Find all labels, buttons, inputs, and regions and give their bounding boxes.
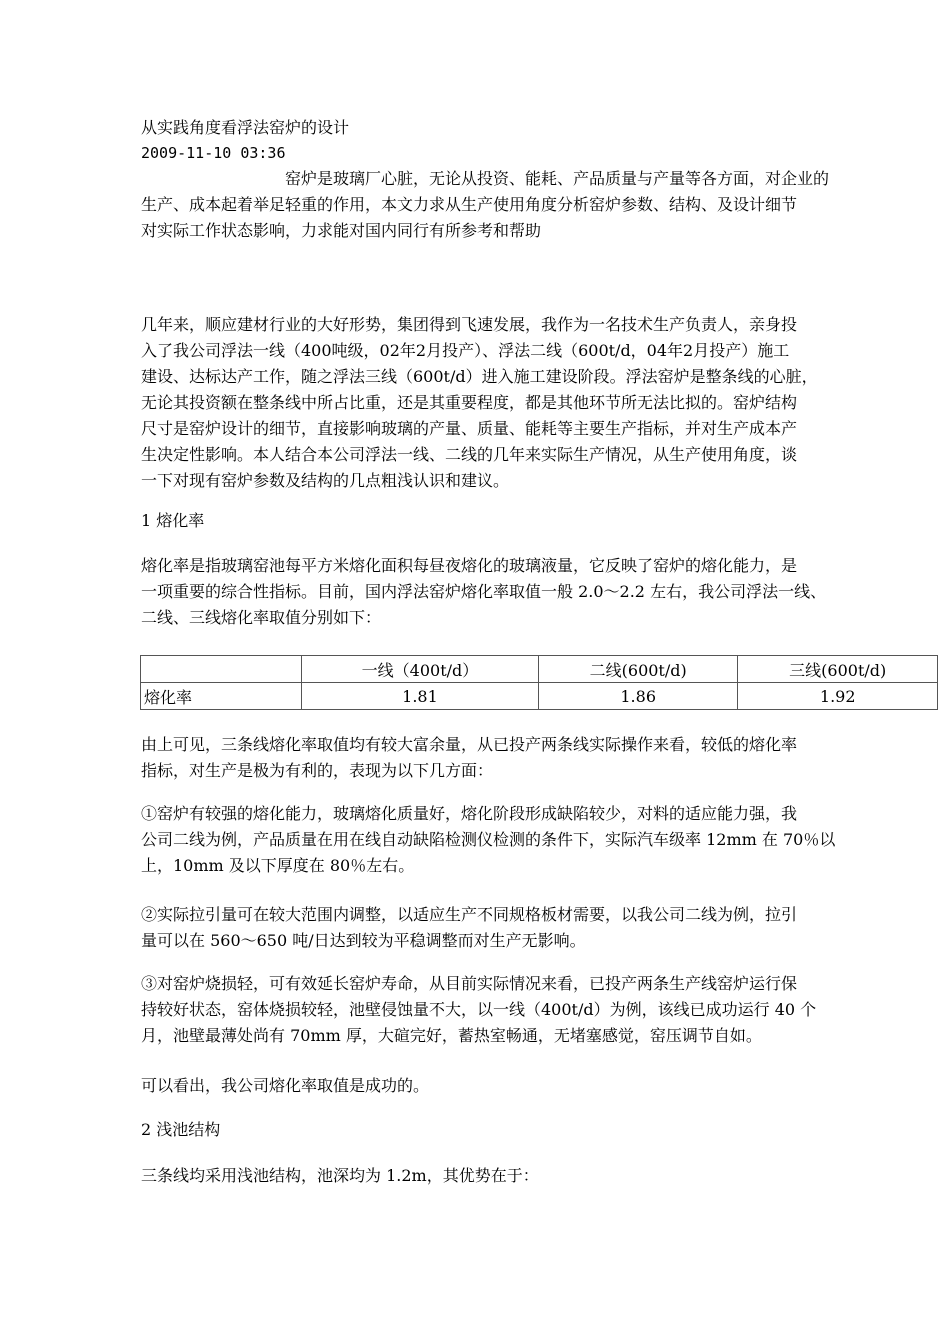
section-heading-shallow-pool: 2 浅池结构	[141, 1120, 221, 1139]
intro-line: 窑炉是玻璃厂心脏，无论从投资、能耗、产品质量与产量等各方面，对企业的	[285, 169, 830, 188]
table-cell: 1.81	[302, 683, 539, 710]
paragraph-background	[141, 312, 939, 494]
section-heading-melting-rate: 1 熔化率	[141, 511, 205, 530]
paragraph-line: ②实际拉引量可在较大范围内调整，以适应生产不同规格板材需要，以我公司二线为例，拉引	[141, 905, 798, 924]
intro-line: 对实际工作状态影响，力求能对国内同行有所参考和帮助	[141, 221, 542, 240]
paragraph-line: 生决定性影响。本人结合本公司浮法一线、二线的几年来实际生产情况，从生产使用角度，谈	[141, 445, 798, 464]
paragraph-line: 二线、三线熔化率取值分别如下：	[141, 608, 382, 627]
table-header-cell: 二线(600t/d)	[538, 656, 738, 683]
paragraph-line: 公司二线为例，产品质量在用在线自动缺陷检测仪检测的条件下，实际汽车级率 12mm 在 70％以	[141, 830, 836, 849]
conclusion-paragraph: 可以看出，我公司熔化率取值是成功的。	[141, 1076, 430, 1095]
paragraph-line: 无论其投资额在整条线中所占比重，还是其重要程度，都是其他环节所无法比拟的。窑炉结构	[141, 393, 798, 412]
paragraph-line: 一项重要的综合性指标。目前，国内浮法窑炉熔化率取值一般 2.0～2.2 左右，我公司浮法一线、	[141, 582, 827, 601]
paragraph-line: 上，10mm 及以下厚度在 80％左右。	[141, 856, 415, 875]
paragraph-line: 尺寸是窑炉设计的细节，直接影响玻璃的产量、质量、能耗等主要生产指标，并对生产成本产	[141, 419, 798, 438]
paragraph-line: 几年来，顺应建材行业的大好形势，集团得到飞速发展，我作为一名技术生产负责人，亲身投	[141, 315, 798, 334]
paragraph-line: ③对窑炉烧损轻，可有效延长窑炉寿命，从目前实际情况来看，已投产两条生产线窑炉运行保	[141, 974, 798, 993]
table-header-cell: 三线(600t/d)	[738, 656, 938, 683]
point-three	[141, 971, 939, 1049]
table-row-label: 熔化率	[141, 683, 302, 710]
paragraph-line: 一下对现有窑炉参数及结构的几点粗浅认识和建议。	[141, 471, 510, 490]
paragraph-line: 量可以在 560～650 吨/日达到较为平稳调整而对生产无影响。	[141, 931, 586, 950]
article-title: 从实践角度看浮法窑炉的设计	[141, 118, 350, 137]
table-row	[141, 683, 938, 710]
intro-line: 生产、成本起着举足轻重的作用，本文力求从生产使用角度分析窑炉参数、结构、及设计细节	[141, 195, 798, 214]
paragraph-line: 建设、达标达产工作，随之浮法三线（600t/d）进入施工建设阶段。浮法窑炉是整条线的心脏，	[141, 367, 818, 386]
table-header-cell: 一线（400t/d）	[302, 656, 539, 683]
paragraph-line: 持较好状态，窑体烧损较轻，池壁侵蚀量不大，以一线（400t/d）为例，该线已成功运行 40 个	[141, 1000, 817, 1019]
paragraph-summary	[141, 732, 939, 784]
melting-rate-table	[140, 655, 938, 710]
paragraph-line: 熔化率是指玻璃窑池每平方米熔化面积每昼夜熔化的玻璃液量，它反映了窑炉的熔化能力，是	[141, 556, 798, 575]
point-two	[141, 902, 939, 954]
paragraph-line: 入了我公司浮法一线（400吨级，02年2月投产）、浮法二线（600t/d，04年2月投产）施工	[141, 341, 790, 360]
table-cell: 1.92	[738, 683, 938, 710]
paragraph-line: 月，池壁最薄处尚有 70mm 厚，大碹完好，蓄热室畅通，无堵塞感觉，窑压调节自如。	[141, 1026, 762, 1045]
intro-paragraph	[141, 166, 939, 244]
paragraph-line: ①窑炉有较强的熔化能力，玻璃熔化质量好，熔化阶段形成缺陷较少，对料的适应能力强，我	[141, 804, 798, 823]
table-cell: 1.86	[538, 683, 738, 710]
table-header-row	[141, 656, 938, 683]
paragraph-line: 指标，对生产是极为有利的，表现为以下几方面：	[141, 761, 494, 780]
table-header-cell	[141, 656, 302, 683]
paragraph-melting-rate	[141, 553, 939, 631]
paragraph-shallow-pool: 三条线均采用浅池结构，池深均为 1.2m，其优势在于：	[141, 1166, 539, 1185]
article-date: 2009-11-10 03:36	[141, 144, 286, 162]
paragraph-line: 由上可见，三条线熔化率取值均有较大富余量，从已投产两条线实际操作来看，较低的熔化率	[141, 735, 798, 754]
point-one	[141, 801, 939, 879]
